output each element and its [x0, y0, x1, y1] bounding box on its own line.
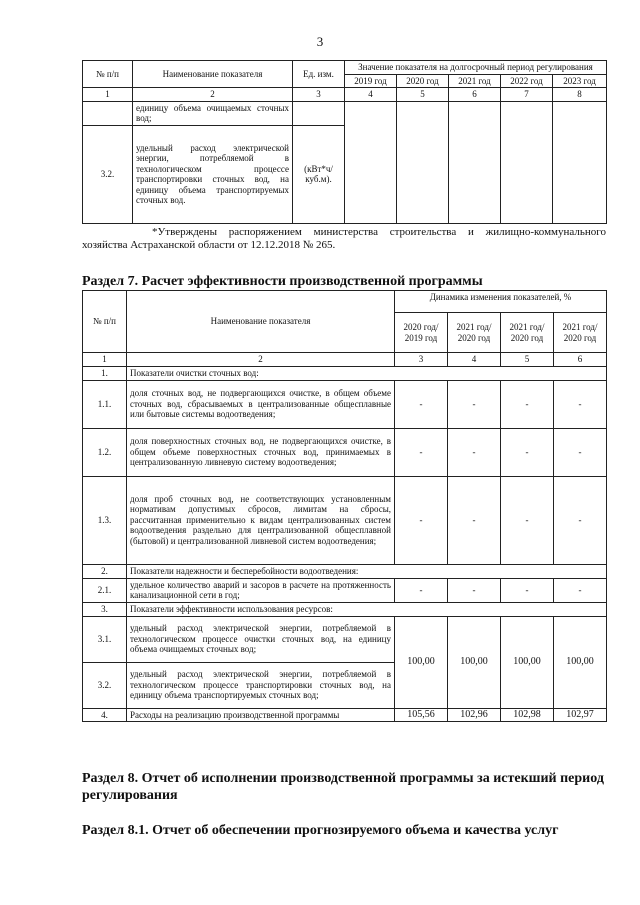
value-cell: -: [448, 428, 501, 476]
column-number: 1: [83, 88, 133, 102]
header-year: 2023 год: [553, 74, 607, 88]
table-row: [83, 564, 607, 578]
column-number: 8: [553, 88, 607, 102]
column-number: 4: [448, 353, 501, 367]
column-number: 3: [395, 353, 448, 367]
column-number: 6: [449, 88, 501, 102]
header-name: Наименование показателя: [133, 61, 293, 88]
indicator-name: единицу объема очищаемых сточных вод;: [133, 101, 293, 125]
header-name: Наименование показателя: [127, 291, 395, 353]
value-cell: -: [448, 476, 501, 564]
indicator-name: удельный расход электрической энергии, потребляемой в технологическом процессе транспортировки сточных вод, на единицу объема транспортируемых сточных вод;: [127, 662, 395, 708]
value-cell: -: [554, 380, 607, 428]
header-unit: Ед. изм.: [293, 61, 345, 88]
column-number: 1: [83, 353, 127, 367]
header-year: 2019 год: [345, 74, 397, 88]
group-title: Показатели очистки сточных вод:: [127, 366, 607, 380]
unit-cell: (кВт*ч/ куб.м).: [293, 125, 345, 223]
value-cell: -: [554, 428, 607, 476]
indicator-name: удельный расход электрической энергии, потребляемой в технологическом процессе очистки сточных вод, на единицу объема очищаемых сточных вод;: [127, 616, 395, 662]
header-period-col: 2021 год/ 2020 год: [554, 313, 607, 353]
column-number: 3: [293, 88, 345, 102]
header-period: Значение показателя на долгосрочный период регулирования: [345, 61, 607, 75]
row-number: 1.2.: [83, 428, 127, 476]
indicator-name: доля проб сточных вод, не соответствующих установленным нормативам допустимых сбросов, лимитам на сбросы, рассчитанная применительно к видам централизованных систем водоотведения раздельно для централизованной общесплавной (бытовой) и централизованной ливневой систем водоотведения;: [127, 476, 395, 564]
row-number: 3.2.: [83, 125, 133, 223]
value-cell: -: [554, 476, 607, 564]
value-cell: -: [501, 578, 554, 602]
table-row: [83, 380, 607, 428]
section-8-title: Раздел 8. Отчет об исполнении производственной программы за истекший период регулирования: [82, 771, 604, 803]
table-row: [83, 366, 607, 380]
column-number: 5: [397, 88, 449, 102]
column-numbers-row: [83, 353, 607, 367]
indicator-name: удельный расход электрической энергии, потребляемой в технологическом процессе транспортировки сточных вод, на единицу объема транспортируемых сточных вод.: [133, 125, 293, 223]
indicator-name: доля поверхностных сточных вод, не подвергающихся очистке, в общем объеме поверхностных сточных вод, принимаемых в централизованную ливневую систему водоотведения;: [127, 428, 395, 476]
table-row: [83, 708, 607, 722]
merged-value-cell: 100,00: [554, 616, 607, 708]
header-num: № п/п: [83, 61, 133, 88]
value-cell: 102,98: [501, 708, 554, 722]
merged-value-cell: 100,00: [501, 616, 554, 708]
value-cell: 105,56: [395, 708, 448, 722]
row-number: 3.: [83, 602, 127, 616]
value-cell: -: [395, 428, 448, 476]
merged-value-cell: 100,00: [395, 616, 448, 708]
header-period-col: 2020 год/ 2019 год: [395, 313, 448, 353]
indicator-name: доля сточных вод, не подвергающихся очистке, в общем объеме сточных вод, сбрасываемых в централизованные общесплавные или бытовые системы водоотведения;: [127, 380, 395, 428]
column-number: 4: [345, 88, 397, 102]
value-cell: -: [501, 476, 554, 564]
section-8-1-title: Раздел 8.1. Отчет об обеспечении прогнозируемого объема и качества услуг: [82, 823, 559, 838]
row-number: 1.3.: [83, 476, 127, 564]
value-cell: 102,97: [554, 708, 607, 722]
page-number: 3: [316, 34, 324, 49]
indicators-table-continuation: [82, 60, 607, 224]
indicator-name: удельное количество аварий и засоров в расчете на протяженность канализационной сети в год;: [127, 578, 395, 602]
column-number: 5: [501, 353, 554, 367]
header-dynamics: Динамика изменения показателей, %: [395, 291, 607, 313]
row-number: 2.: [83, 564, 127, 578]
column-numbers-row: [83, 88, 607, 102]
header-year: 2021 год: [449, 74, 501, 88]
table-row: [83, 602, 607, 616]
column-number: 2: [133, 88, 293, 102]
table-row: [83, 616, 607, 662]
group-title: Показатели эффективности использования ресурсов:: [127, 602, 607, 616]
value-cell: -: [501, 428, 554, 476]
table-row: [83, 428, 607, 476]
row-number: 3.1.: [83, 616, 127, 662]
section-7-title: Раздел 7. Расчет эффективности производственной программы: [82, 274, 483, 289]
header-year: 2022 год: [501, 74, 553, 88]
column-number: 7: [501, 88, 553, 102]
row-number: 3.2.: [83, 662, 127, 708]
value-cell: -: [395, 476, 448, 564]
value-cell: -: [554, 578, 607, 602]
table-row: [83, 578, 607, 602]
column-number: 2: [127, 353, 395, 367]
table-row: [83, 476, 607, 564]
column-number: 6: [554, 353, 607, 367]
efficiency-table: [82, 290, 607, 722]
row-number: 1.1.: [83, 380, 127, 428]
footnote: *Утверждены распоряжением министерства строительства и жилищно-коммунального хозяйства Астраханской области от 12.12.2018 № 265.: [82, 226, 606, 251]
row-number: 1.: [83, 366, 127, 380]
header-period-col: 2021 год/ 2020 год: [501, 313, 554, 353]
value-cell: -: [395, 578, 448, 602]
value-cell: 102,96: [448, 708, 501, 722]
header-period-col: 2021 год/ 2020 год: [448, 313, 501, 353]
value-cell: -: [395, 380, 448, 428]
value-cell: -: [501, 380, 554, 428]
group-title: Показатели надежности и бесперебойности водоотведения:: [127, 564, 607, 578]
indicator-name: Расходы на реализацию производственной программы: [127, 708, 395, 722]
header-year: 2020 год: [397, 74, 449, 88]
row-number: 2.1.: [83, 578, 127, 602]
merged-value-cell: 100,00: [448, 616, 501, 708]
value-cell: -: [448, 578, 501, 602]
header-num: № п/п: [83, 291, 127, 353]
value-cell: -: [448, 380, 501, 428]
table-row: [83, 101, 607, 125]
row-number: 4.: [83, 708, 127, 722]
